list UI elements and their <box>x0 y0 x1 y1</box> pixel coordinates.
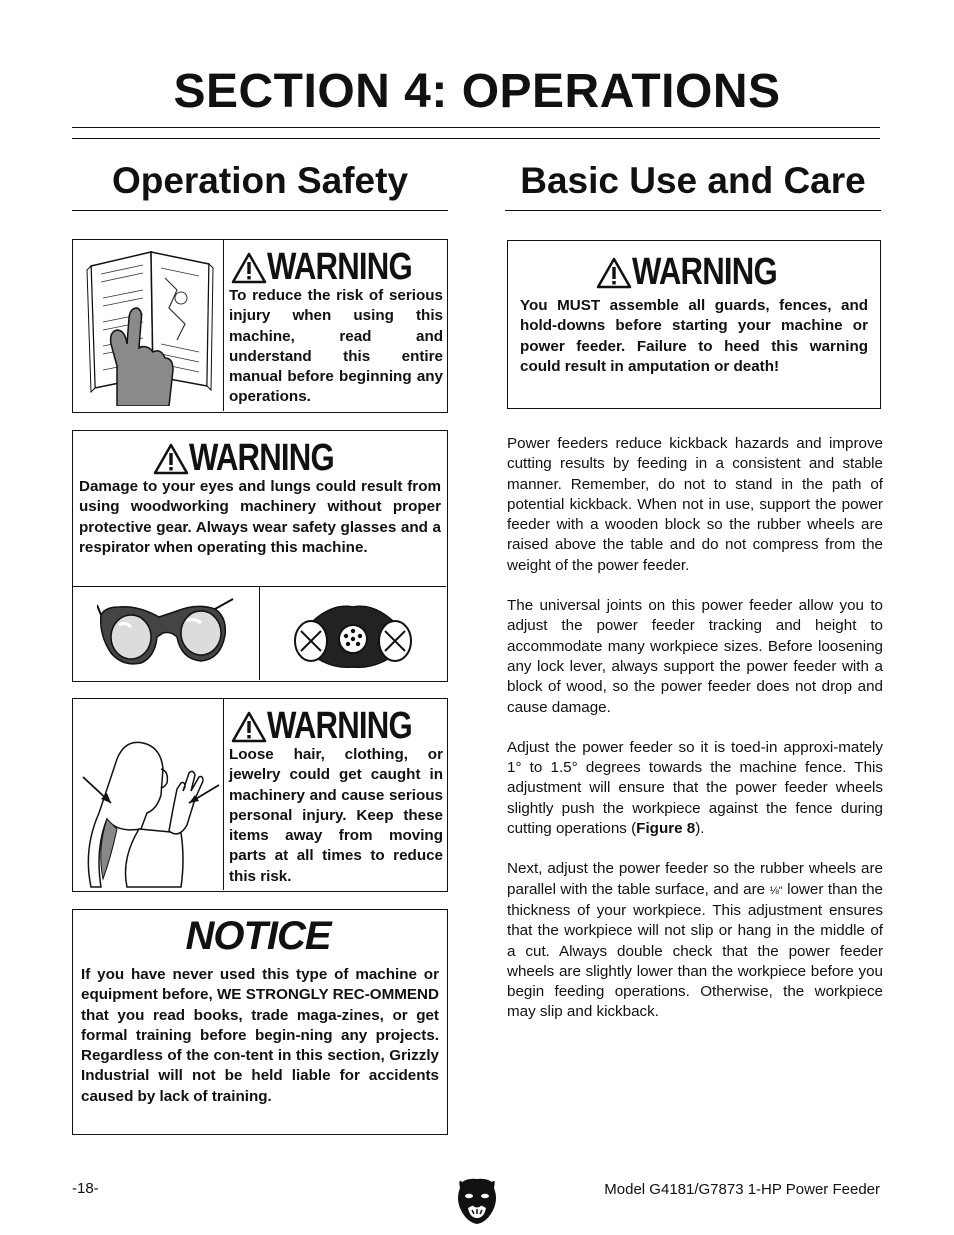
model-name: Model G4181/G7873 1-HP Power Feeder <box>604 1181 880 1198</box>
warning-box-guards <box>507 240 881 409</box>
warning-text-guards: You MUST assemble all guards, fences, and hold-downs before starting your machine or power feeder. Failure to heed this warning could result in amputation or death! <box>520 297 868 375</box>
warning-text-loose-hair: Loose hair, clothing, or jewelry could get caught in machinery and cause serious personal injury. Keep these items away from moving parts at all times to reduce this risk. <box>229 746 443 885</box>
warning-triangle-icon <box>231 252 267 284</box>
warning-box-protective-gear <box>72 430 448 682</box>
title-rule-top <box>72 127 880 128</box>
figure-reference: Figure 8 <box>636 820 696 838</box>
warning-triangle-icon <box>231 711 267 743</box>
warning-header <box>596 251 809 294</box>
warning-label: WARNING <box>267 705 412 747</box>
basic-use-heading: Basic Use and Care <box>520 160 866 201</box>
warning-text-manual: To reduce the risk of serious injury when using this machine, read and understand this entire manual before beginning any operations. <box>229 287 443 406</box>
notice-label: NOTICE <box>185 914 331 958</box>
page-number: -18- <box>72 1180 99 1197</box>
warning-label: WARNING <box>267 246 412 288</box>
safety-glasses-icon <box>97 595 237 675</box>
manual-reading-icon <box>81 248 217 406</box>
paragraph-wheel-height: Next, adjust the power feeder so the rubber wheels are parallel with the table surface, and are ⅛" lower than the thickness of your workpiece. This adjustment ensures that the workpiece will not slip or hang in the middle of a cut. Always double check that the power feeder wheels are slightly lower than the workpiece before you begin feeding operations. Otherwise, the workpiece may slip and kickback. <box>507 860 884 1021</box>
body-text-column <box>507 434 883 1023</box>
paragraph-toe-in: Adjust the power feeder so it is toed-in approxi-mately 1° to 1.5° degrees towards the machine fence. This adjustment will ensure that the power feeder wheels slightly push the workpiece against the fence during cutting operations (Figure 8). <box>507 738 883 838</box>
warning-header <box>231 246 444 289</box>
left-heading-rule <box>72 210 448 211</box>
right-heading-rule <box>505 210 881 211</box>
grizzly-bear-logo-icon <box>456 1176 498 1226</box>
respirator-icon <box>293 601 413 671</box>
loose-hair-person-icon <box>77 729 221 889</box>
warning-box-manual <box>72 239 448 413</box>
warning-header <box>231 705 444 748</box>
warning-label: WARNING <box>632 251 777 293</box>
warning-box-loose-hair <box>72 698 448 892</box>
warning-text-protective-gear: Damage to your eyes and lungs could result from using woodworking machinery without proper protective gear. Always wear safety glasses and a respirator when operating this machine. <box>79 478 441 556</box>
section-title: SECTION 4: OPERATIONS <box>173 65 781 118</box>
warning-triangle-icon <box>596 257 632 289</box>
notice-text-training: If you have never used this type of machine or equipment before, WE STRONGLY REC-OMMEND that you read books, trade maga-zines, or get formal training before begin-ning any projects. Regardless of the con-tent in this section, Grizzly Industrial will not be held liable for accidents caused by lack of training. <box>81 966 439 1105</box>
paragraph-universal-joints: The universal joints on this power feeder allow you to adjust the power feeder tracking and height to accommodate many workpiece sizes. Before loosening any lock lever, always support the power feeder with a block of wood, so the power feeder does not drop and cause damage. <box>507 597 883 716</box>
warning-label: WARNING <box>189 437 334 479</box>
title-rule-bottom <box>72 138 880 139</box>
notice-box-training <box>72 909 448 1135</box>
paragraph-kickback: Power feeders reduce kickback hazards and improve cutting results by feeding in a consistent and stable manner. Remember, do not to stand in the path of potential kickback. When not in use, support the power feeder with a wooden block so the rubber wheels are raised above the table and do not compress from the weight of the power feeder. <box>507 435 883 574</box>
warning-triangle-icon <box>153 443 189 475</box>
operation-safety-heading: Operation Safety <box>111 160 409 201</box>
warning-header <box>153 437 366 480</box>
